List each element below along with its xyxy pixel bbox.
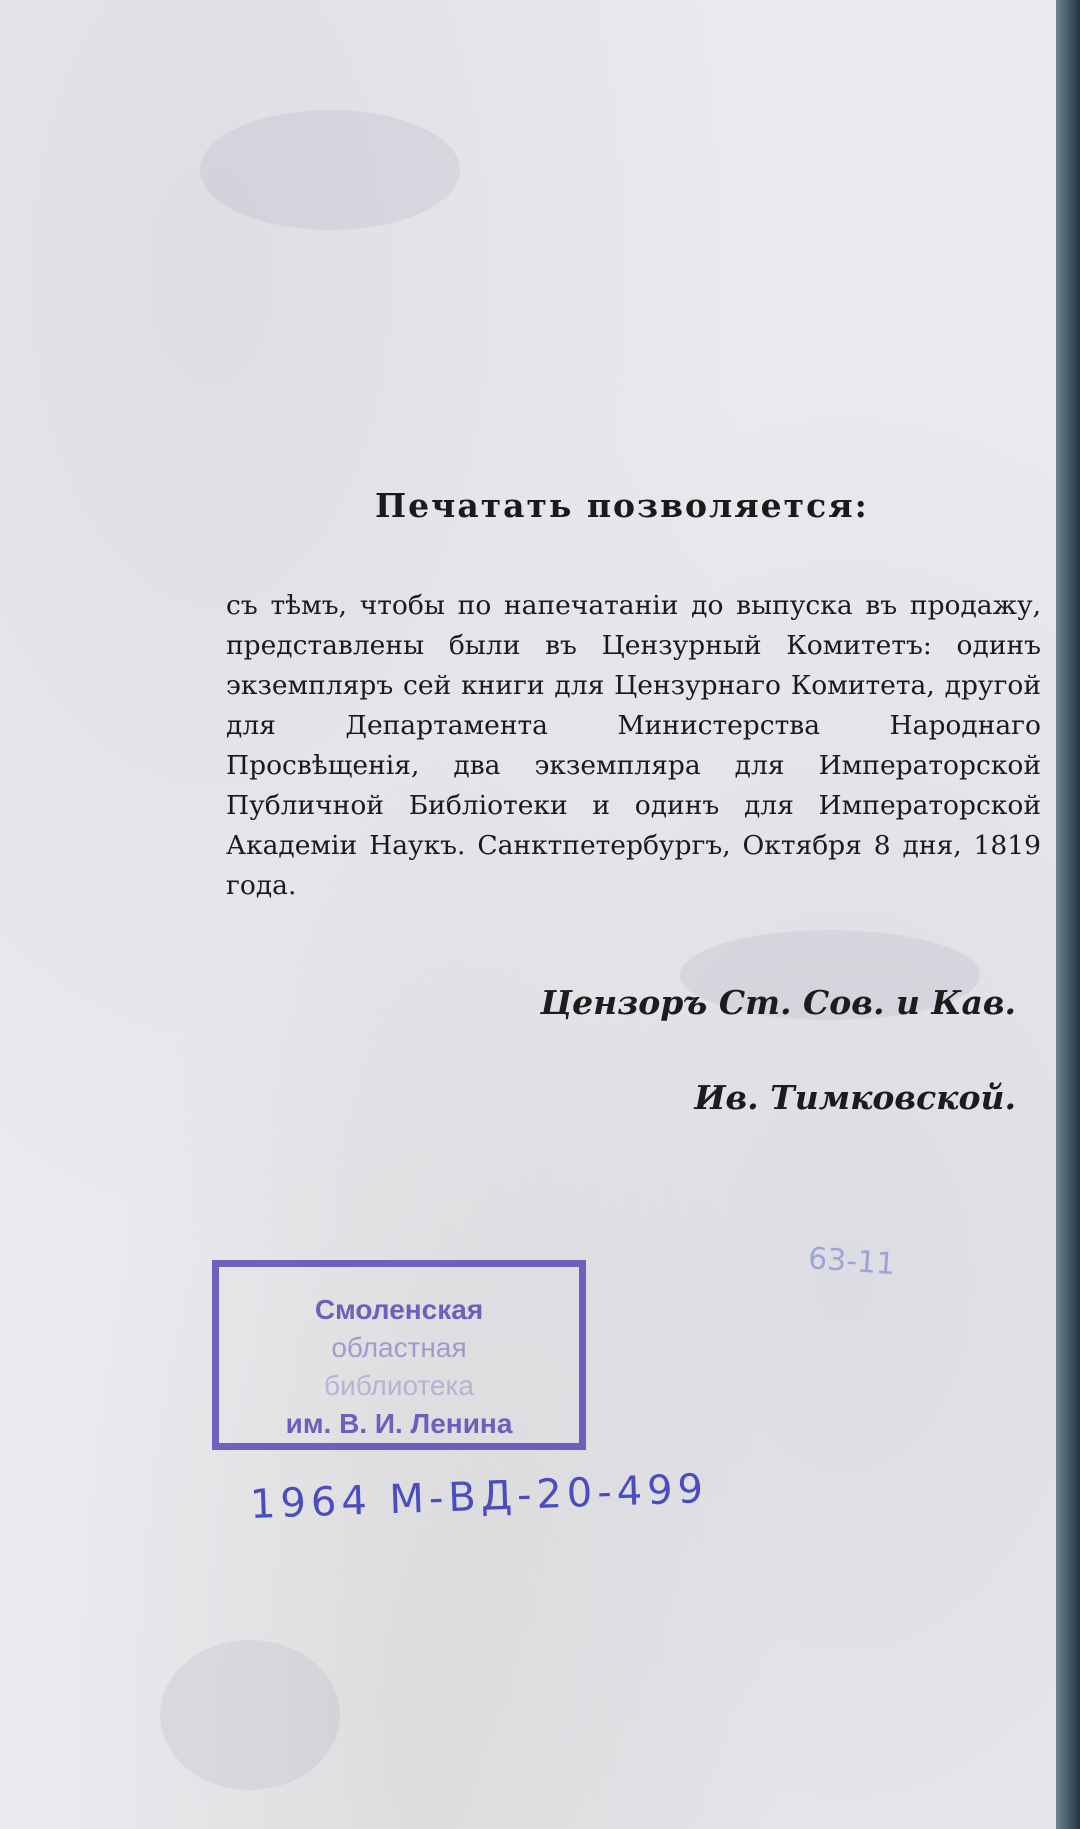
paper-stain [200,110,460,230]
censor-title: Цензоръ Ст. Сов. и Кав. [540,983,1016,1022]
page-heading: Печатать позволяется: [375,486,869,525]
stamp-line: им. В. И. Ленина [285,1408,513,1439]
stamp-line: областная [331,1332,467,1363]
censorship-permission-text: съ тѣмъ, чтобы по напечатаніи до выпуска въ продажу, представлены были въ Цензурный Комитетъ: одинъ экземпляръ сей книги для Цензурнаго Комитета, другой для Департамента Министерства Народнаго Просвѣщенія, два экземпляра для Императорской Публичной Библіотеки и одинъ для Императорской Академіи Наукъ. Санктпетербургъ, Октября 8 дня, 1819 года. [226,590,1041,901]
library-stamp [212,1260,586,1450]
stamp-line: Смоленская [314,1294,484,1325]
censor-name: Ив. Тимковской. [694,1078,1016,1117]
book-edge [1056,0,1080,1829]
paper-stain [160,1640,340,1790]
stamp-line: библиотека [324,1370,474,1401]
handwritten-shelf-mark: 1964 М-ВД-20-499 [249,1466,709,1528]
pencil-note: 63-11 [806,1241,897,1283]
